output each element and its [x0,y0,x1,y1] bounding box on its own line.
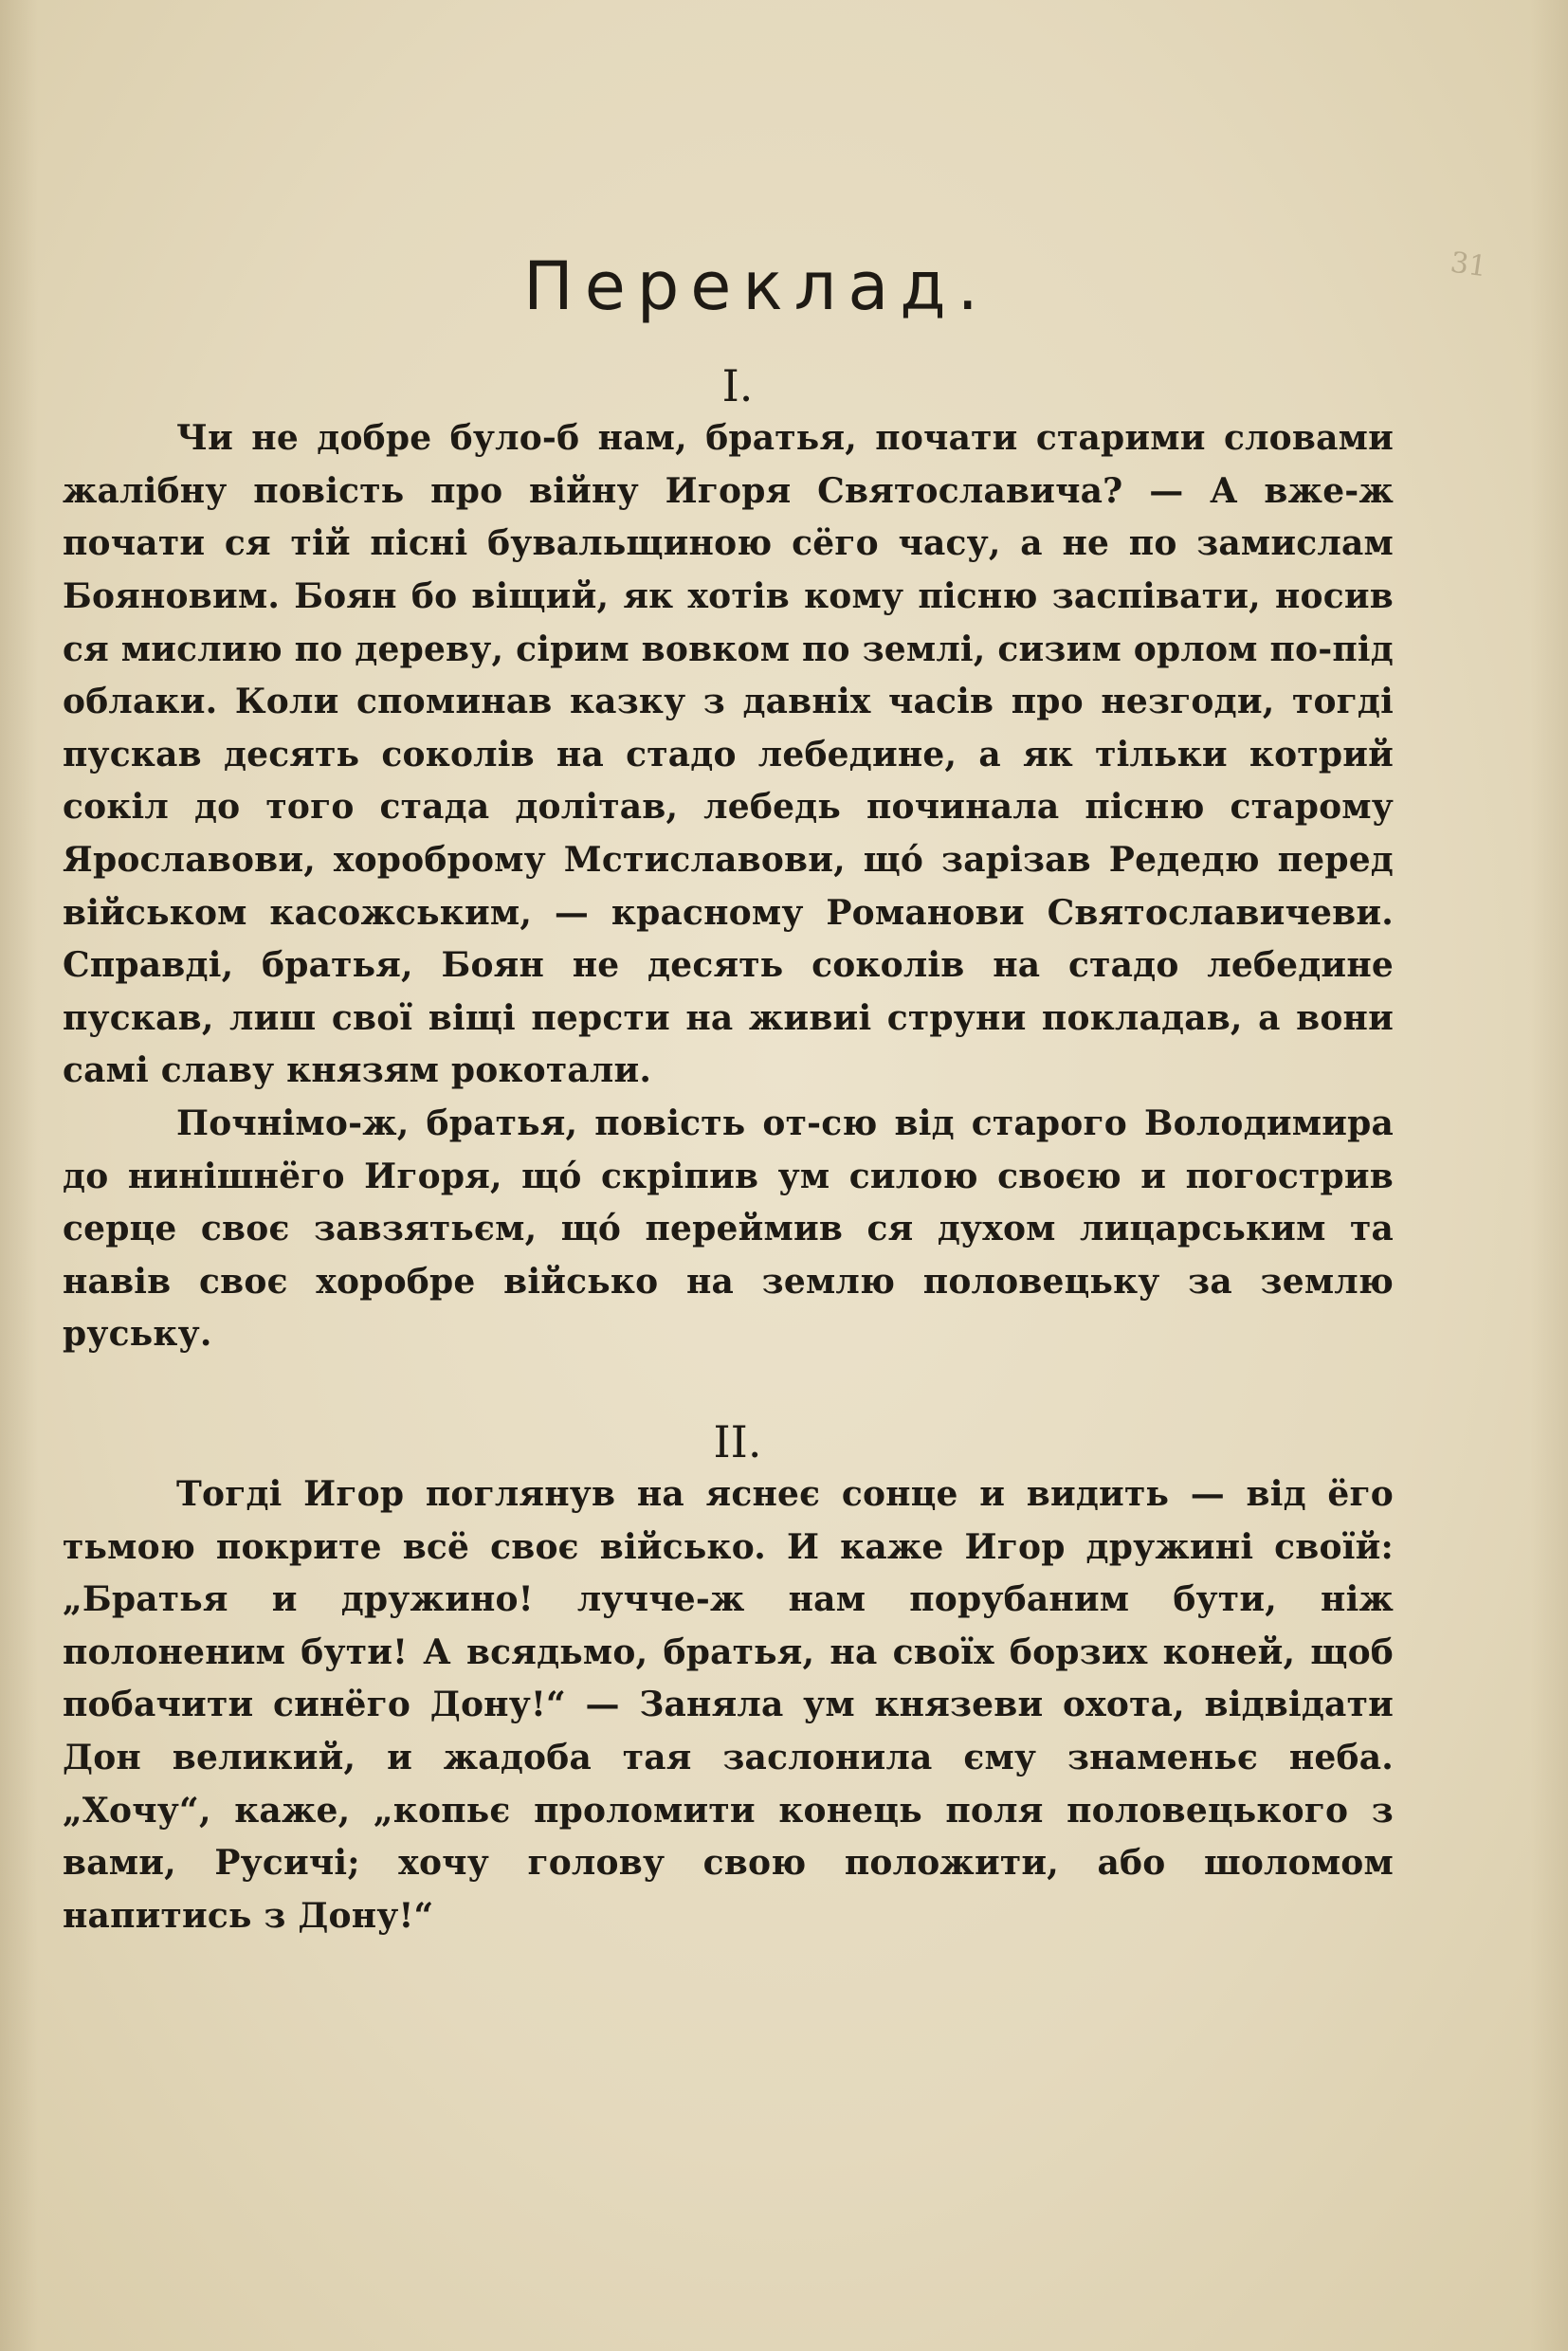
section-number-1: I. [721,360,754,411]
paragraph-2-1: Тогді Игор поглянув на яснеє сонце и видить — від ёго тьмою покрите всё своє військo. И каже Игор дружині своїй: „Братья и дружино! лучче-ж нам порубаним бути, ніж полоненим бути! А всядьмо, братья, на своїх борзих коней, щоб побачити синёго Дону!“ — Заняла ум князеви охота, відвідати Дон великий, и жадоба тая заслонила єму знаменьє неба. „Хочу“, каже, „копьє проломити конець поля половецького з вами, Русичі; хочу голову свою положити, або шоломом напитись з Дону!“ [63,1474,1394,1936]
page-title: Переклад. [523,247,990,325]
page-mark: 31 [1448,246,1489,284]
section-number-2: II. [713,1415,762,1467]
text-block [63,228,1394,1942]
paragraph-1-2: Почнімо-ж, братья, повість от-сю від старого Володимира до нинішнёго Игоря, щó скріпив ум силою своєю и погострив серце своє завзятьєм, щó переймив ся духом лицарським та навів своє хоробре військo на землю половецьку за землю руську. [63,1103,1394,1355]
paragraph-1-1: Чи не добре було-б нам, братья, почати старими словами жалібну повість про війну Игоря Святославича? — А вже-ж почати ся тій пісні бувальщиною сёго часу, а не по замислам Бояновим. Боян бо віщий, як хотів кому пісню заспівати, носив ся мислию по дереву, сірим вовком по землі, сизим орлом по-під облаки. Коли споминав казку з давніх часів про незгоди, тогді пускав десять соколів на стадо лебедине, а як тільки котрий сокіл до того стада долітав, лебедь починала пісню старому Ярославови, хороброму Мстиславови, щó зарізав Редедю перед військом касожським, — красному Романови Святославичеви. Справді, братья, Боян не десять соколів на стадо лебедине пускав, лиш свої віщі персти на живиі струни покладав, а вони самі славу князям рокотали. [63,418,1394,1091]
page-edge-shadow-right [1530,0,1568,2351]
page-edge-shadow-left [0,0,38,2351]
